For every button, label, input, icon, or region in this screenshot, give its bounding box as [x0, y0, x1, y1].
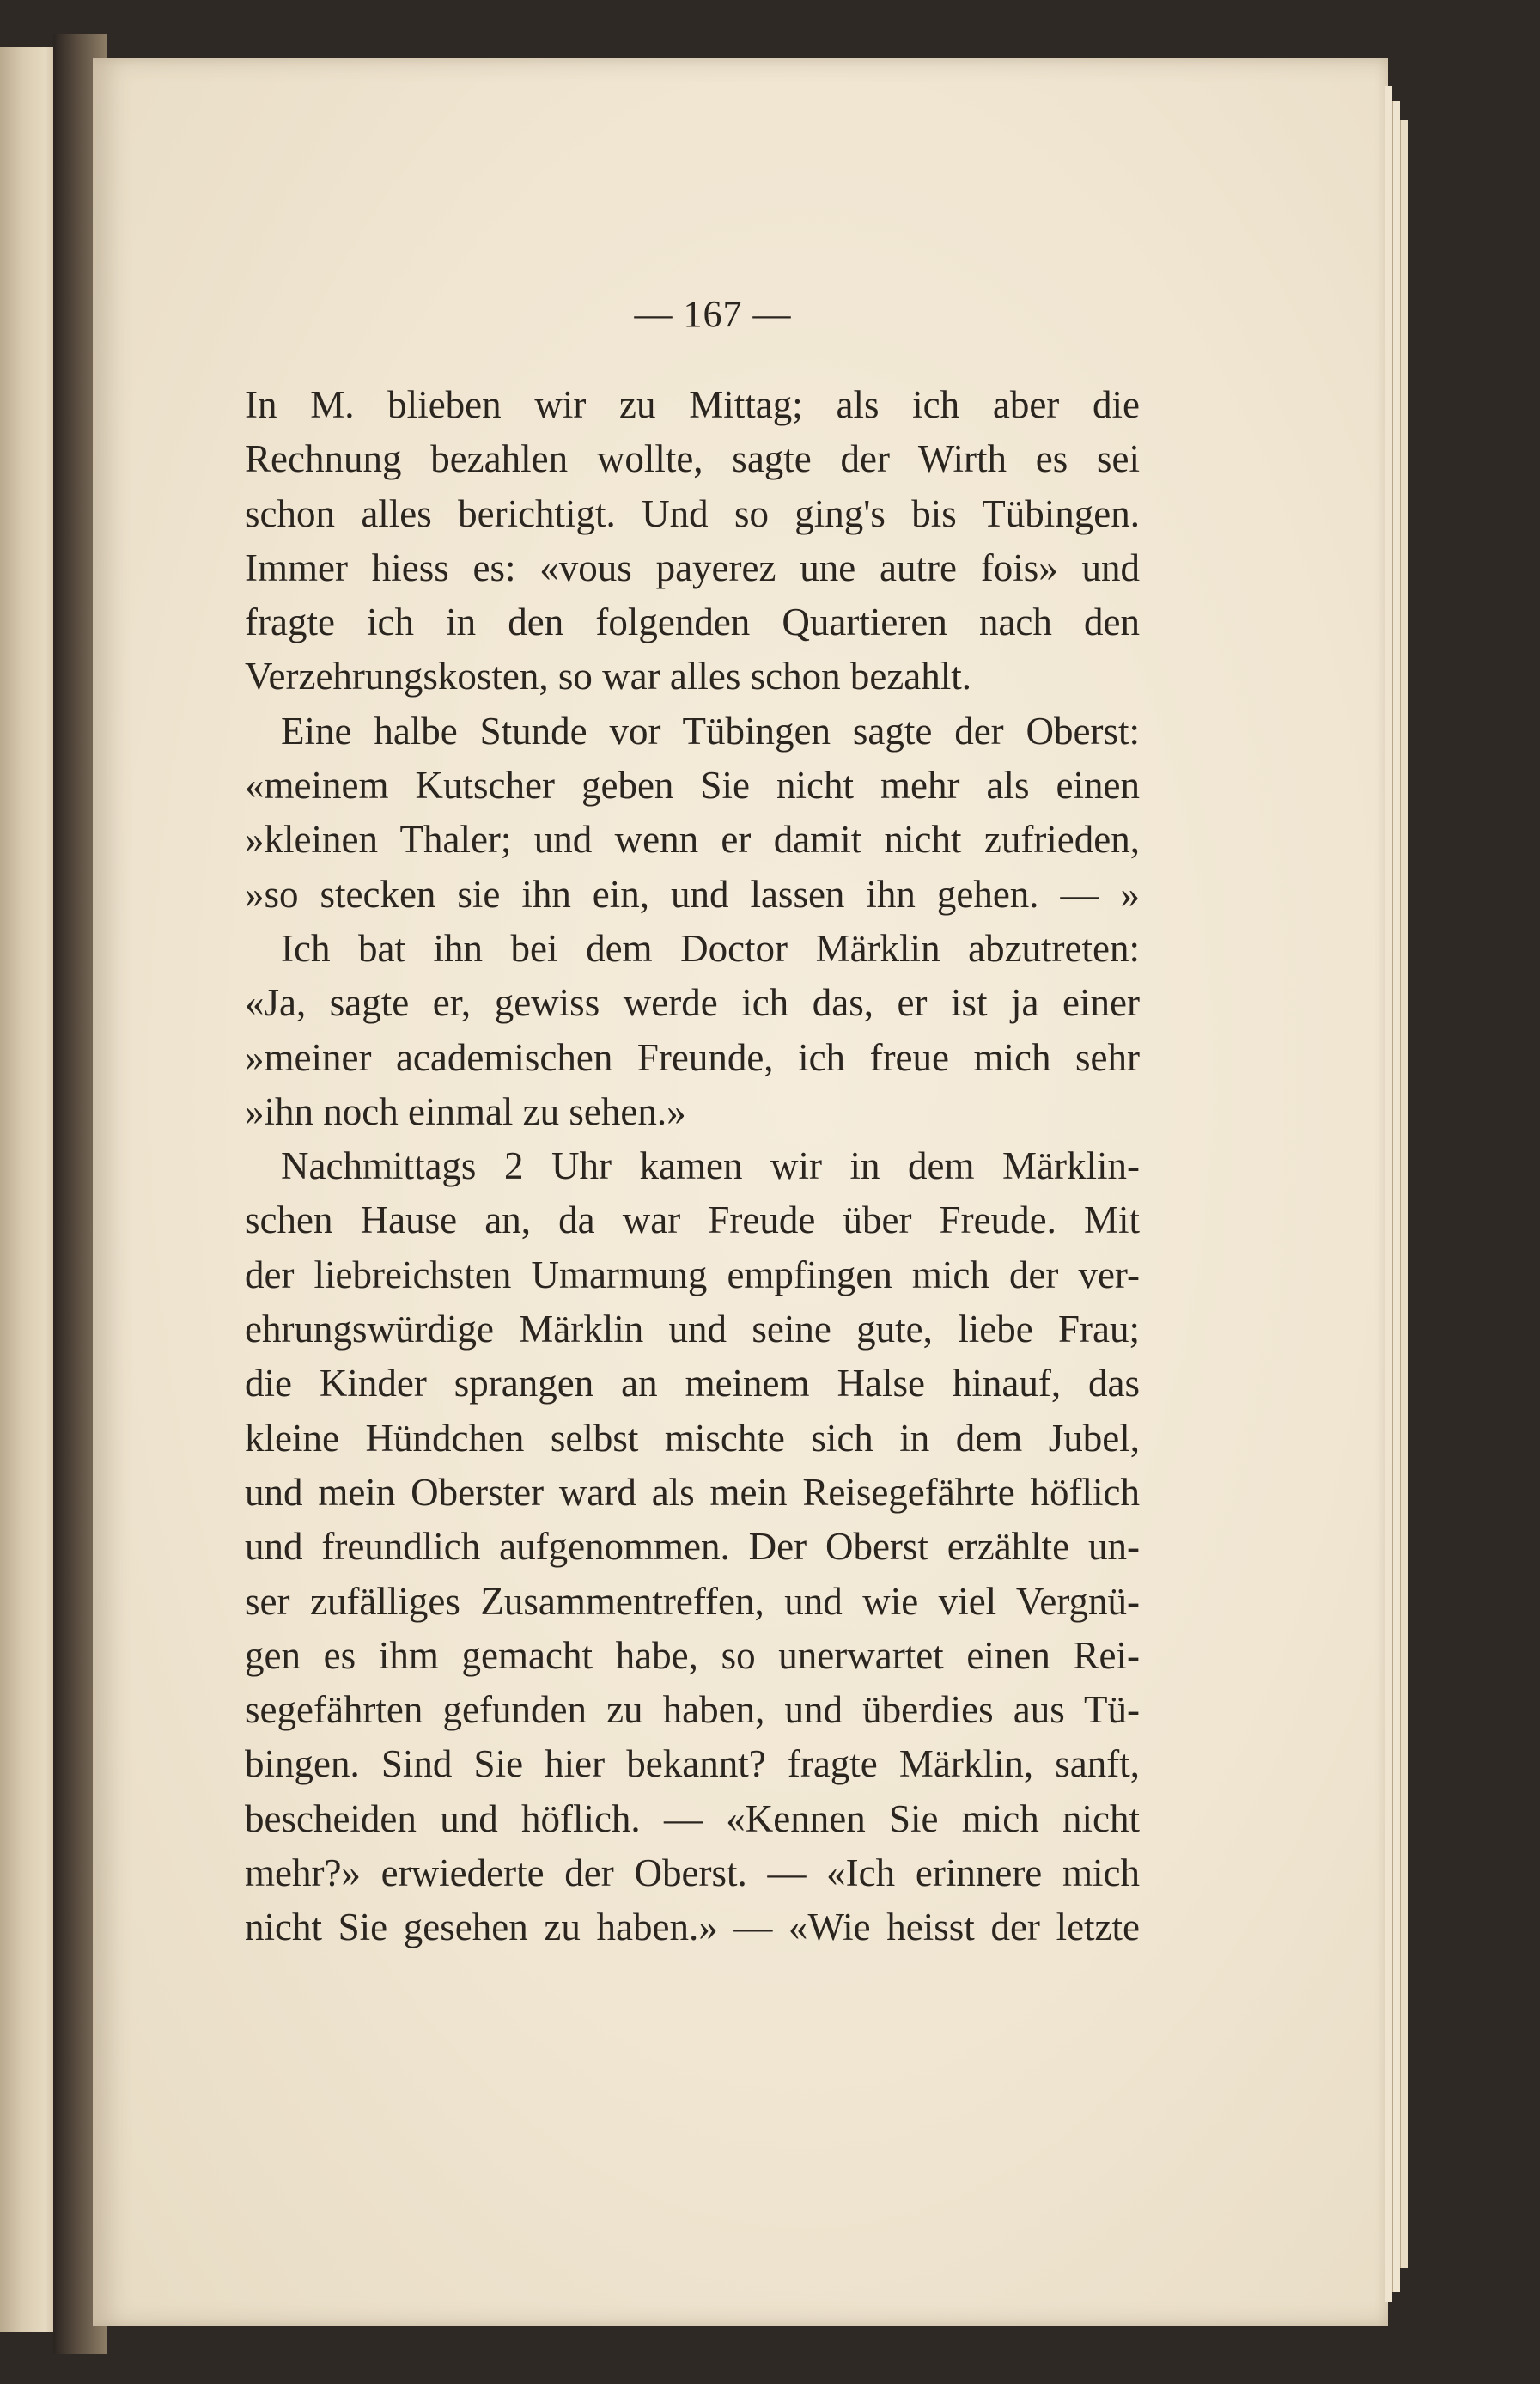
text-line: bescheiden und höflich. — «Kennen Sie mich nicht	[245, 1796, 1140, 1840]
text-line: Eine halbe Stunde vor Tübingen sagte der Oberst:	[281, 709, 1140, 753]
page-fore-edge	[1392, 101, 1400, 2292]
body-text	[245, 378, 1140, 1955]
text-line: bingen. Sind Sie hier bekannt? fragte Märklin, sanft,	[245, 1742, 1140, 1786]
left-page-edge	[0, 47, 57, 2332]
text-line: die Kinder sprangen an meinem Halse hinauf, das	[245, 1362, 1140, 1405]
text-line: «Ja, sagte er, gewiss werde ich das, er ist ja einer	[245, 981, 1140, 1025]
text-line: schen Hause an, da war Freude über Freude. Mit	[245, 1198, 1140, 1242]
text-line: nicht Sie gesehen zu haben.» — «Wie heisst der letzte	[245, 1905, 1140, 1949]
text-line: »so stecken sie ihn ein, und lassen ihn gehen. — »	[245, 872, 1140, 916]
text-line: segefährten gefunden zu haben, und überdies aus Tü-	[245, 1688, 1140, 1732]
text-line: «meinem Kutscher geben Sie nicht mehr als einen	[245, 764, 1140, 808]
text-line: kleine Hündchen selbst mischte sich in dem Jubel,	[245, 1416, 1140, 1460]
text-line: »kleinen Thaler; und wenn er damit nicht zufrieden,	[245, 818, 1140, 862]
text-line: ser zufälliges Zusammentreffen, und wie viel Vergnü-	[245, 1579, 1140, 1623]
text-line: Rechnung bezahlen wollte, sagte der Wirth es sei	[245, 437, 1140, 481]
text-line: »meiner academischen Freunde, ich freue mich sehr	[245, 1035, 1140, 1079]
text-line: schon alles berichtigt. Und so ging's bis Tübingen.	[245, 491, 1140, 535]
text-line: Nachmittags 2 Uhr kamen wir in dem Märklin-	[281, 1144, 1140, 1188]
text-line: fragte ich in den folgenden Quartieren nach den	[245, 601, 1140, 644]
text-line: ehrungswürdige Märklin und seine gute, liebe Frau;	[245, 1308, 1140, 1351]
text-line: Immer hiess es: «vous payerez une autre fois» und	[245, 546, 1140, 589]
text-line: »ihn noch einmal zu sehen.»	[245, 1089, 686, 1133]
text-line: Ich bat ihn bei dem Doctor Märklin abzutreten:	[281, 926, 1140, 970]
text-line: In M. blieben wir zu Mittag; als ich aber die	[245, 383, 1140, 426]
text-line: und freundlich aufgenommen. Der Oberst erzählte un-	[245, 1525, 1140, 1569]
page-fore-edge	[1385, 86, 1392, 2302]
text-line: und mein Oberster ward als mein Reisegefährte höflich	[245, 1470, 1140, 1514]
page-number: — 167 —	[634, 293, 792, 335]
text-line: Verzehrungskosten, so war alles schon bezahlt.	[245, 655, 971, 698]
text-line: gen es ihm gemacht habe, so unerwartet einen Rei-	[245, 1633, 1140, 1677]
text-line: mehr?» erwiederte der Oberst. — «Ich erinnere mich	[245, 1851, 1140, 1895]
page-fore-edge	[1400, 120, 1408, 2268]
text-line: der liebreichsten Umarmung empfingen mich der ver-	[245, 1253, 1140, 1296]
